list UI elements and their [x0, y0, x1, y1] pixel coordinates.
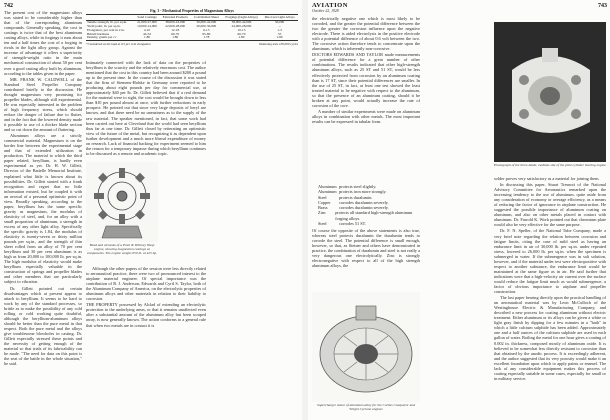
list-item: Steel protects duralumin. — [318, 194, 373, 200]
paragraph: Dr. F. N. Speller, of the National Tube Company, made a very brief note regarding the relation between corrosion and fatigue limits, citing the case of mild steel as having an endurance limit in air of 30,000 lb. per sq.in. under repeated stress, lowered to 26,000 lb. per sq.in. when the specimen is submerged in water. If the submergence was in salt solution, however, and if the material under test were electropositive with respect to another substance, the endurance limit would be maintained at the same figure as in air. He said further that indications were that a high-velocity air current over the surface would reduce the fatigue limit much as would submergence, a factor of obvious importance to airplane and propeller construction. — [494, 228, 606, 295]
left-column-2-bottom — [86, 266, 206, 416]
paragraph: MR. FRANK W. CALDWELL of the Standard Steel Propeller Company contributed briefly to the discussion. He thought magnesium very promising for propeller blades, although still experimental. He was especially interested in the problem of high frequency stress, which should reduce the danger of failure due to flutter, and in the fact that the lowered density made it possible to use of a thicker blade section and so cut down the amount of fluttering. — [4, 76, 82, 133]
table-header: Cold Rolled Sheet — [191, 15, 222, 21]
left-column-1 — [4, 10, 82, 416]
paragraph: the electrically negative one which is most likely to be corroded, and the greater the potential difference between the two the greater the corrosion influence upon the negative electrode. There is aided electrolysis in the positive electrode with a potential difference of about 0.6 volt between the two. The corrosive action therefore tends to concentrate upon the aluminum, which is inherently non-corrosive. — [312, 16, 420, 52]
paragraph: A number of similar experiments were made on aluminum alloys in combination with other metals. The most important results can be expressed in tabular form. — [312, 108, 420, 124]
issue-date: October 22, 1928 — [312, 9, 339, 13]
list-item: Steel corrodes 51 ST. — [318, 221, 367, 227]
list-item: Aluminum protects iron more strongly. — [318, 189, 387, 195]
paragraph: In discussing this paper, Stuart Tresnott of the National Advisory Committee for Aeronautics remarked upon the increasing tendency to the use of aluminum, quite aside from any consideration of economy or average efficiency, as a means of reducing the factor of ignorance in airplane construction. He suggested the possible importance of aluminum coating on aluminum, and also on other metals placed in contact with aluminum. Dr. Farrold K. Work pointed out that chromium plate would also be very effective for the same purpose. — [494, 182, 606, 228]
engine-figure-caption: Bead and oil tanks of a Pratt & Whitney Wasp engine, showing magnesium castings as components. The engine weighs 650 lb. at 425 hp. — [86, 243, 158, 256]
engine-figure — [86, 162, 158, 242]
left-page-number: 742 — [4, 3, 13, 9]
table-row: Tensile strength, lb. per sq.in. 21,000-27,000 38,000-43,000 36,000-42,000 38,000-42,000 30,000 — [87, 19, 285, 24]
right-column-2-top — [426, 16, 490, 176]
paragraph: Although the other papers of the session were less directly related to aeronautical practice, there were two of pronounced interest to the airplane material engineer. Of special importance was the contribution of R. J. Anderson, Edwards and Cyril S. Taylor, both of the Aluminum Company of America, on the electrolytic properties of aluminum alloys and other materials in relation to their liability to corrosion. — [86, 266, 206, 302]
paragraph: Dr. Gillett pointed out certain disadvantages which at present appear to attach to beryllium. It seems to be hard to work by any of the standard processes, so brittle as to make the possibility of any cold rolling or cold working quite doubtful, although the beryllium-aluminum alloys should be better than the pure metal in that respect. Both the pure metal and the alloys give troublesome blowholes in casting. Dr. Gillett especially stressed these points and the necessity of getting enough of the material so that trials of its fabricability can be made. "The need for data on this point is the seat of the battle in the whole situation," he said. — [4, 285, 82, 367]
table-header: Forgings (Light Alloys) — [222, 15, 261, 21]
paragraph: Of course the opposite of the above statements is also true, whereas steel protects duralumin the duralumin tends to corrode the steel. The potential difference is small enough, however, so that, as Steiner and others have demonstrated in practice, the combination of duralumin and steel is not really a very dangerous one electrolytically. Zinc is strongly electronegative with respect to all of the high strength aluminum alloys, the — [312, 228, 420, 269]
table-footnote: *Considered as the load at 0.5 per cent elongation Obtaining tests 100,000 cycles — [86, 42, 298, 47]
table-header: Sand Castings — [134, 15, 159, 21]
paragraph: solder proves very satisfactory as a material for joining them. — [494, 176, 600, 181]
cylinder-photo — [494, 22, 606, 162]
table-row: Yield point, lb. per sq.in. 10,000-14,000 22,000-28,000 26,000-30,000 24,000-28,000 -- — [87, 23, 281, 28]
table-header: Extruded Products — [160, 15, 191, 21]
magnesium-properties-table — [86, 9, 298, 46]
table-row: Elongation, per cent in 2 in. 4-10 12-18 6-15 10-15 1-3 — [87, 27, 282, 32]
right-column-3 — [494, 176, 606, 416]
right-page — [308, 0, 610, 420]
metals-effects-list — [318, 184, 420, 226]
paragraph: DOCTORS EDWARDS AND TAYLOR made measurements of potential difference for a great number of other combinations. The results indicated that other high-strength aluminum alloys, such as 25 ST and 51 ST, would be less effectively protected from corrosion by an aluminum coating than is 17 ST, since their potential differences are smaller. In the use of 25 ST, in fact, at least one test showed the least treated material to be negative with respect to the aluminum, so that the presence of an aluminum coating, should it be broken at any point, would actually increase the rate of corrosion of the core. — [312, 52, 420, 108]
list-item: Copper corrodes duralumin severely. — [318, 199, 389, 205]
paragraph: Intimately connected with the lack of data on the properties of beryllium is the scarcity and the relatively enormous cost. The author mentioned that the cost in this country had been around $200 a pound up to the present time. In the course of the discussion it was stated that the firm of Siemens-Halske in Germany were reported to be producing about eight pounds per day for commercial use, at approximately $40 per lb. Dr. Gillett believed that if a real demand for the material were to sight, the cost would be brought down to less than $10 per pound almost at once, with further reductions in early prospect. He pointed out that since very large deposits of beryl are known, and that there need be no uneasiness as to the supply of the raw material. The speaker mentioned, in fact, that some work had been carried out here at Cleveland that the world had seen beryllium thus far at one time. Dr. Gillett closed by reiterating an optimistic view of the future of the metal, but recognizing it as dependent upon further development and a much more liberal expenditure of money on research. Lack of financial backing for experiment seemed to him the reason for a temporary impasse during which beryllium continues to be discussed as a remote and academic topic. — [86, 60, 206, 156]
list-item: Aluminum protects steel slightly. — [318, 184, 377, 189]
supercharger-figure-caption: Supercharger stator of aluminum alloy for the Curtiss Conqueror and Wright Cyclone engines — [317, 403, 415, 412]
running-head — [312, 2, 348, 13]
list-item: Zinc protects all standard high-strength aluminum forging alloys. — [318, 210, 413, 221]
right-column-1-after — [312, 228, 420, 288]
paragraph: THE PROPERTY possessed by Alclad of extending an electrolytic protection to the underlying areas, or that it remains unaffected even after a substantial amount of the aluminum alloy has been scraped away, is now generally known. The action conforms to a general rule that when two metals are in contact it is — [86, 302, 206, 328]
cylinder-photo-caption: Photograph of the three-blade, medium-size of the pilot cylinder bearing engine — [494, 163, 606, 167]
right-column-1 — [312, 16, 420, 186]
table-caption: Fig. 3 - Mechanical Properties of Magnesium Alloys — [150, 9, 234, 13]
right-page-number: 743 — [598, 3, 607, 9]
table-row: Density, grams per cc 1.80 1.80 1.78 1.80 1.80 — [86, 36, 298, 40]
list-item: Brass corrodes duralumin severely. — [318, 205, 389, 211]
paragraph: Aluminum alloys are a strictly commercial material. Magnesium is on the border line between the experimental stage and that of extended utilization in production. The material to which the third paper related, beryllium, is hardly even experimental as yet. Dr. H. W. Gillett, Director of the Battelle Memorial Institute, explained what little is known about its possibilities. Dr. Gillett started with a frank recognition and regret that no little information existed, but he coupled it with an avowal of a personal optimistic point of view. Broadly speaking, according to the paper, beryllium has the same specific gravity as magnesium, the modulus of elasticity of steel, and, for an alloy with a small proportion of aluminum, a strength in excess of any other light alloy. Specifically the specific gravity is 1.84, the modulus of elasticity is twenty-seven or thirty million pounds per sq.in., and the strength of thin sheet rolled from an alloy of 70 per cent beryllium and 30 per cent aluminum is as high as from 20,000 to 100,000 lb. per sq.in. The high modulus of elasticity would make beryllium especially valuable in the construction of springs and propeller blades and other members that are particularly subject to vibration. — [4, 133, 82, 285]
table-header: Die-Cast Light Alloys — [261, 15, 298, 21]
journal-title: AVIATION — [312, 2, 348, 9]
paragraph: The last paper bearing directly upon the practical handling of an aeronautical material was by Leon McCulloch of the Westinghouse Electric & Manufacturing Company, and described a new process for coating aluminum without electric treatment. Either aluminum or its alloys can be given a white or light gray finish by dipping for a few minutes in a "bath" in which a little calcium sulphide has been added. Approximately one and a half ounces of the calcium sulphide are used in each gallon of water. Boiling the metal for one hour gives a coating of 0.002 in. thickness, composed mostly of aluminum oxide. It is believed to be somewhat less directly resistant to corrosion than that obtained by the anodic process. It is exceedingly adherent, and the author suggested that its very porosity would make it an excellent foundation upon which to apply paints or enamel. The lack of any considerable equipment makes this process of coating especially suitable in some cases, especially for small or in military service. — [494, 295, 606, 381]
supercharger-figure — [312, 292, 420, 402]
paragraph: The present cost of the magnesium alloys was stated to be considerably higher than that of the corresponding aluminum compounds. Generally speaking, the cost in castings is twice that of the best aluminum casting alloys, while in forgings it runs about ten and a half times the cost of a forging in rivals in the light alloy group. Against the increase of advantage it offers a superiority of strength-weight ratio in the main mechanical construction of about 50 per cent over a good casting alloy built by aluminum, according to the tables given in the paper. — [4, 10, 82, 76]
table-row: Brinell hardness 44-52 60-70 65-80 60-70 55 — [87, 31, 282, 36]
left-page — [0, 0, 302, 420]
